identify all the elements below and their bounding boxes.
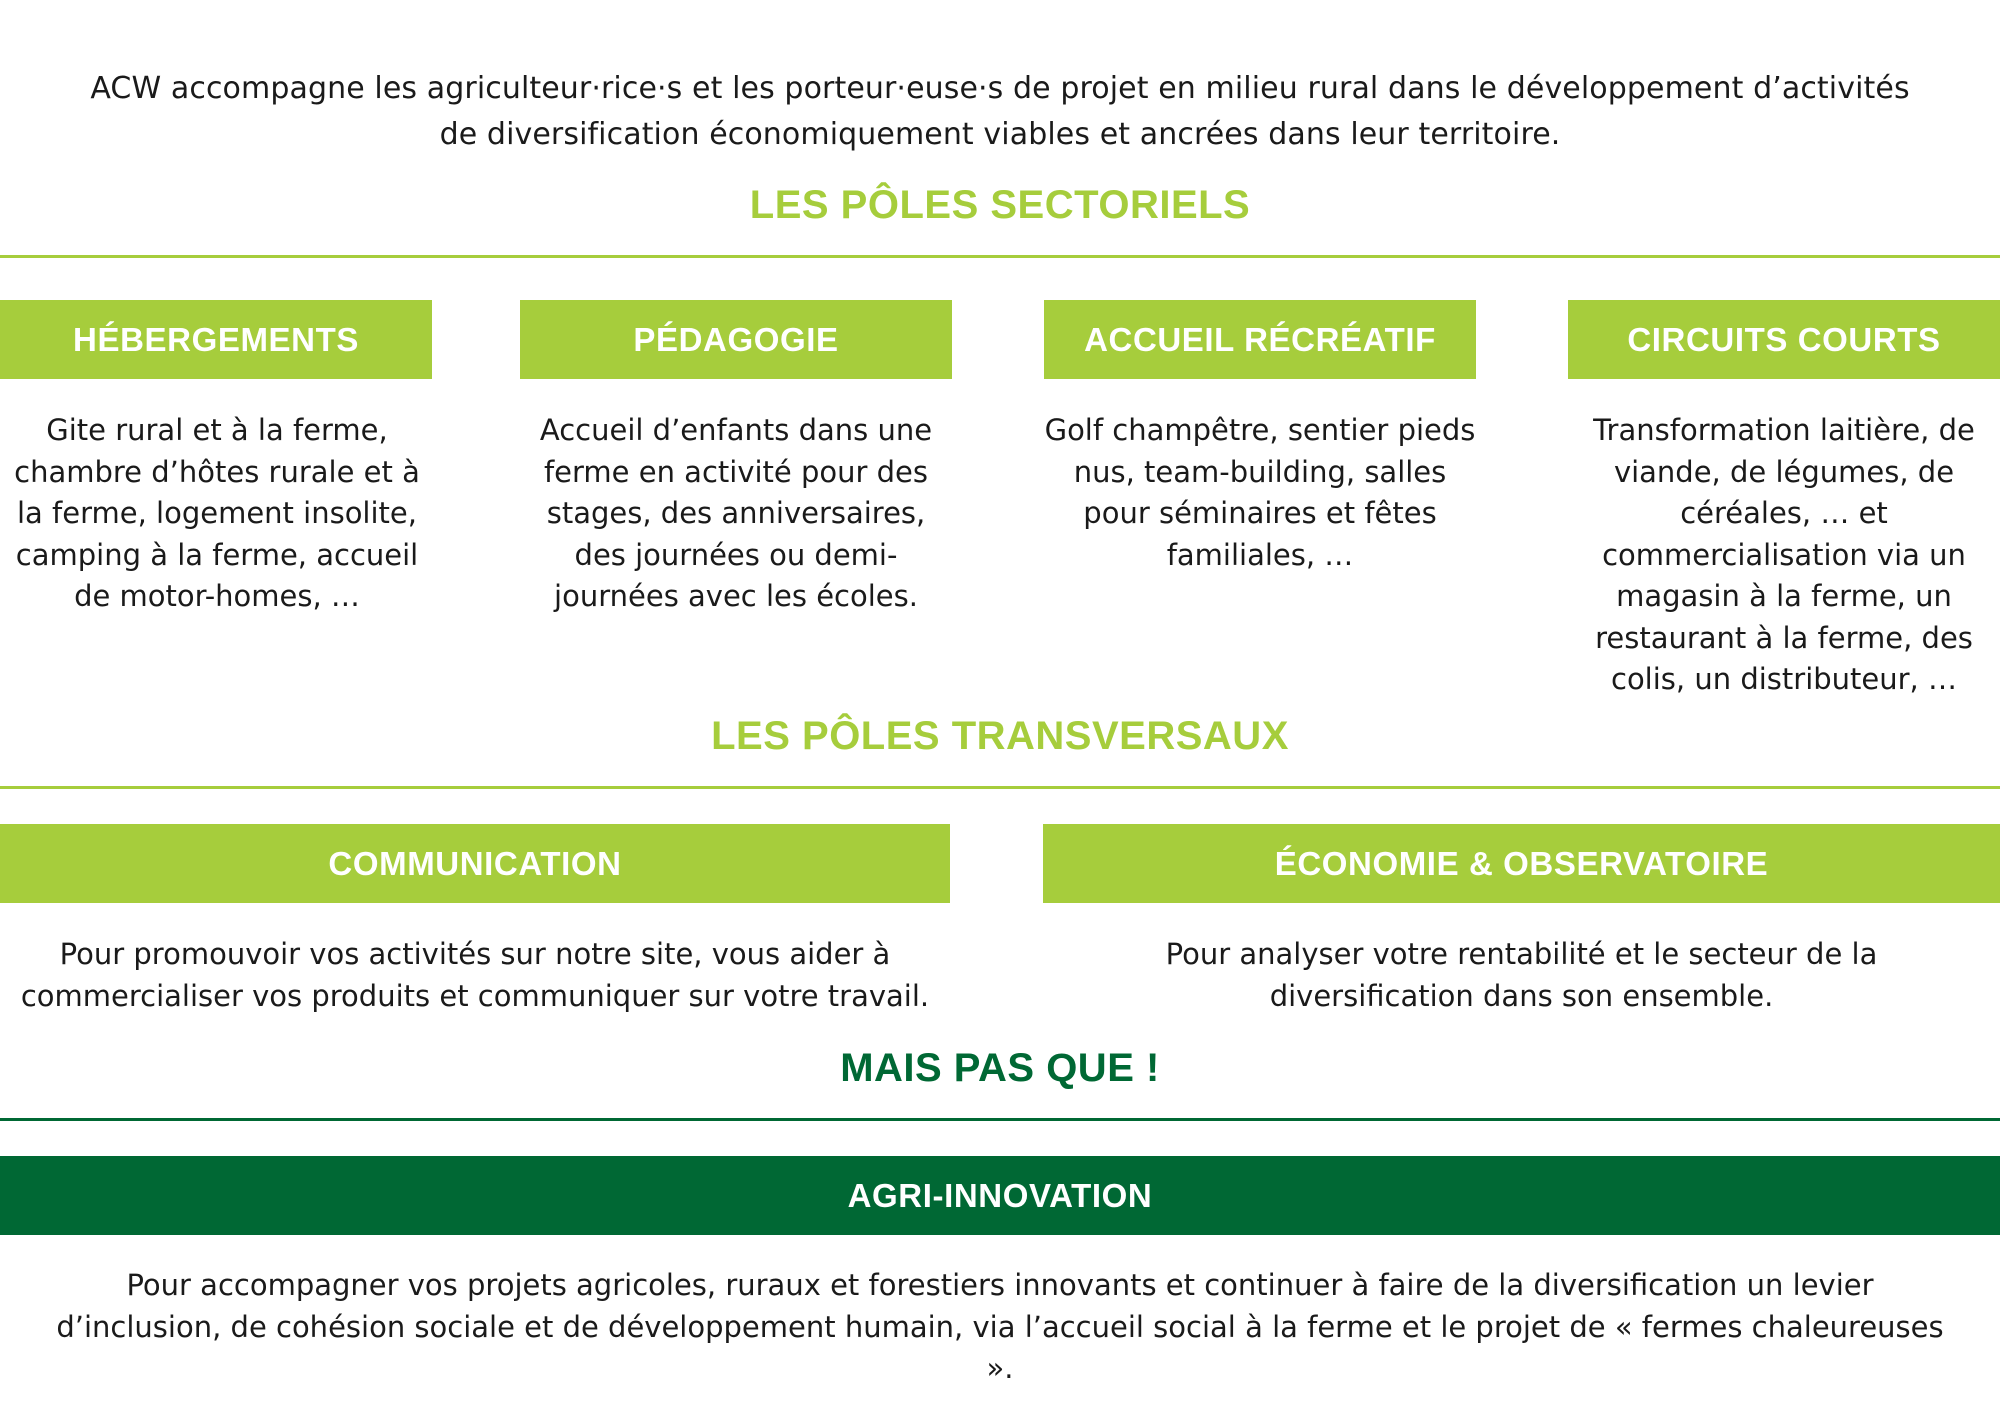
- section-title-transversaux: LES PÔLES TRANSVERSAUX: [711, 714, 1289, 758]
- pole-bar-hebergements: HÉBERGEMENTS: [0, 300, 432, 379]
- intro-line-1: ACW accompagne les agriculteur·rice·s et les porteur·euse·s de projet en milieu rural dans le développement d’activités: [90, 71, 1910, 106]
- pole-bar-communication: COMMUNICATION: [0, 824, 950, 903]
- section-divider-sectoriels: [0, 255, 2000, 258]
- intro-text: [60, 66, 1940, 158]
- pole-desc-pedagogie: Accueil d’enfants dans une ferme en activité pour des stages, des anniversaires, des journées ou demi-journées avec les écoles.: [539, 413, 933, 613]
- pole-desc-accueil-recreatif: Golf champêtre, sentier pieds nus, team-building, salles pour séminaires et fêtes familiales, …: [1044, 413, 1476, 572]
- pole-bar-circuits-courts: CIRCUITS COURTS: [1568, 300, 2000, 379]
- pole-desc-communication: Pour promouvoir vos activités sur notre site, vous aider à commercialiser vos produits et communiquer sur votre travail.: [20, 937, 930, 1013]
- pole-desc-hebergements: Gite rural et à la ferme, chambre d’hôtes rurale et à la ferme, logement insolite, camping à la ferme, accueil de motor-homes, …: [14, 413, 420, 613]
- section-title-mais-pas-que: MAIS PAS QUE !: [840, 1046, 1160, 1090]
- section-title-sectoriels: LES PÔLES SECTORIELS: [749, 183, 1251, 227]
- pole-bar-accueil-recreatif: ACCUEIL RÉCRÉATIF: [1044, 300, 1476, 379]
- pole-bar-agri-innovation: AGRI-INNOVATION: [0, 1156, 2000, 1235]
- pole-bar-economie-observatoire: ÉCONOMIE & OBSERVATOIRE: [1043, 824, 2000, 903]
- pole-bar-pedagogie: PÉDAGOGIE: [520, 300, 952, 379]
- intro-line-2: de diversification économiquement viables et ancrées dans leur territoire.: [439, 117, 1561, 152]
- pole-desc-economie-observatoire: Pour analyser votre rentabilité et le secteur de la diversification dans son ensemble.: [1165, 937, 1878, 1013]
- section-divider-mais-pas-que: [0, 1118, 2000, 1121]
- section-divider-transversaux: [0, 786, 2000, 789]
- pole-desc-circuits-courts: Transformation laitière, de viande, de légumes, de céréales, … et commercialisation via un magasin à la ferme, un restaurant à la ferme, des colis, un distributeur, …: [1593, 413, 1975, 696]
- pole-desc-agri-innovation: Pour accompagner vos projets agricoles, ruraux et forestiers innovants et continuer à faire de la diversification un levier d’inclusion, de cohésion sociale et de développement humain, via l’accueil social à la ferme et le projet de « fermes chaleureuses ».: [56, 1268, 1944, 1385]
